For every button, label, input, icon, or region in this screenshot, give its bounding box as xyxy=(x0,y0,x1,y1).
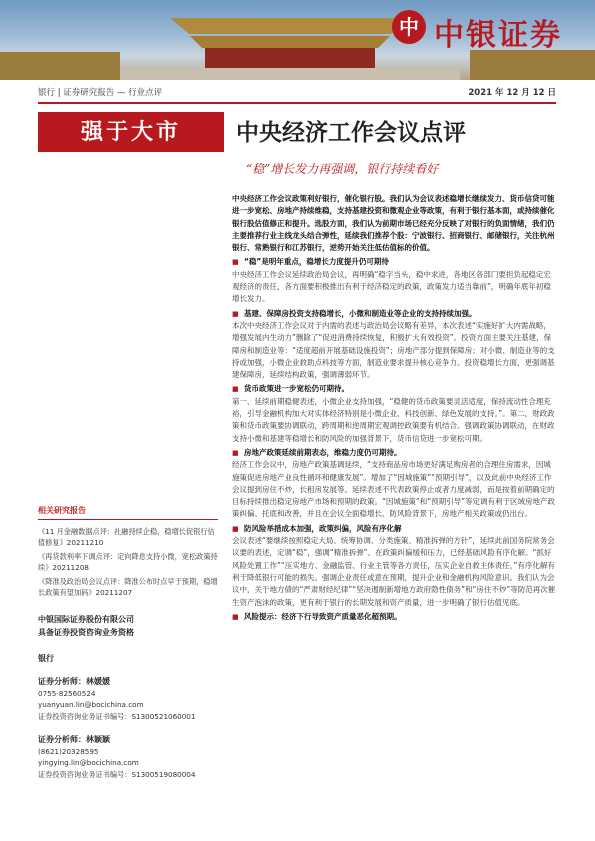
report-title: 中央经济工作会议点评 xyxy=(236,119,466,146)
bank-logo-icon: 中 xyxy=(392,10,426,44)
report-category: 银行 | 证券研究报告 — 行业点评 xyxy=(38,88,163,98)
analyst-email[interactable]: yuanyuan.lin@bocichina.com xyxy=(38,700,144,709)
brand-name: 中银证券 xyxy=(434,18,562,53)
company-info xyxy=(38,613,218,639)
section-body: 中央经济工作会议延续政治局会议，再明确“稳字当头，稳中求进，各地区各部门要担负起稳定宏观经济的责任，各方面要积极推出有利于经济稳定的政策，政策发力适当靠前”，明确年底年初稳增长发力。 xyxy=(232,269,551,304)
palace-wall xyxy=(205,48,375,70)
report-subtitle: “稳”增长发力再强调，银行持续看好 xyxy=(246,162,439,176)
company-name: 中银国际证券股份有限公司 xyxy=(38,614,134,624)
section-heading: ■ 防风险举措成本加强，政策纠偏，风险有序化解 xyxy=(232,523,556,535)
header-banner-image xyxy=(0,0,595,80)
section-body: 本次中央经济工作会议对于内需的表述与政治局会议略有差异，本次表述“实施好扩大内需战略，增强发展内生动力”删除了“促进消费持续恢复，积极扩大有效投资”。投资方面主要关注基建，保障房和制造业等：“适度超前开展基础设施投资”；房地产部分提到保障房；对小微、制造业等的支持或加强，小微企业救助点科技等方面，制造业要求提升核心竞争力。投资稳增长方面，更强调基建保障房，延续结构政策，强调薄弱环节。 xyxy=(232,320,555,380)
analyst-name: 证券分析师：林媛媛 xyxy=(38,677,110,686)
header-divider xyxy=(38,102,556,104)
brand-logo xyxy=(388,6,590,54)
report-date: 2021 年 12 月 12 日 xyxy=(468,88,556,98)
analyst-cert: 证券投资咨询业务证书编号：S1300521060001 xyxy=(38,711,196,721)
analyst-phone: (8621)20328595 xyxy=(38,746,99,756)
sidebar xyxy=(38,505,218,780)
sector-label: 银行 xyxy=(38,653,54,663)
related-report-link[interactable]: 《再贷款利率下调点评：定向降息支持小微，宽松政策持续》20211208 xyxy=(38,551,218,572)
main-content xyxy=(232,193,556,623)
palace-roof-left xyxy=(0,52,120,80)
analyst-card xyxy=(38,734,218,780)
section-heading: ■ 货币政策进一步宽松仍可期待。 xyxy=(232,383,556,395)
palace-roof-lower xyxy=(190,36,390,48)
section-heading: ■ “稳”是明年重点，稳增长力度提升仍可期待 xyxy=(232,256,556,268)
analyst-card xyxy=(38,676,218,722)
section-body: 会议表述“要继续按照稳定大局、统筹协调、分类施策、精准拆弹的方针”，延续此前国务院常务会议要的表述，定调“稳”，强调“精准拆弹”。在政策纠偏缓和压力，已经基础风险有序化解。“抓好风险处置工作”“压实地方、金融监管、行业主管等各方责任，压实企业自救主体责任，”有序化解有利于降低银行可能的损失。强调企业责任或意在预期，提升企业和金融机构风险意识。我们认为会议中，关于地方债的“严肃财经纪律”“坚决遏制新增地方政府隐性债务”和“房住不炒”等防范再次催生资产泡沫的政策，更有利于银行的长期发展和资产质量，进一步明确了银行估值见底。 xyxy=(232,536,556,607)
risk-text: 经济下行导致资产质量恶化超预期。 xyxy=(281,611,402,621)
related-reports-heading: 相关研究报告 xyxy=(38,505,218,520)
risk-warning xyxy=(232,611,556,623)
report-meta-bar xyxy=(38,86,556,100)
analyst-cert: 证券投资咨询业务证书编号：S1300519080004 xyxy=(38,769,196,779)
analyst-phone: 0755-82560524 xyxy=(38,688,96,698)
palace-roof-top xyxy=(170,18,410,34)
analyst-name: 证券分析师：林颖颖 xyxy=(38,735,110,744)
palace-roof-right xyxy=(470,50,595,80)
related-report-link[interactable]: 《降准及政治局会议点评：降准公布时点早于预期，稳增长政策有望加码》20211207 xyxy=(38,576,218,597)
section-heading: ■ 基建、保障房投资支持稳增长，小微和制造业等企业的支持持续加强。 xyxy=(232,308,556,320)
company-qualification: 具备证券投资咨询业务资格 xyxy=(38,627,134,637)
analyst-email[interactable]: yingying.lin@bocichina.com xyxy=(38,758,139,767)
palace-terrace xyxy=(120,68,460,80)
section-body: 经济工作会议中，房地产政策基调延续，“支持商品房市场更好满足购房者的合理住房需求，因城施策促进房地产业良性循环和健康发展”。增加了“因城施策”“预期引导”，以及此前中央经济工作会议提到房住不炒，长租房发展等。延续表述不代表政策停止或者力度减弱，而是按着前期确定的目标持续推出稳定房地产市场和预期的政策。“因城施策”和“预期引导”等定调有利于区域房地产政策纠偏、托底和改善，并且在会议全面稳增长、防风险背景下，房地产相关政策或仍出台。 xyxy=(232,460,556,519)
rating-badge: 强于大市 xyxy=(38,112,224,152)
related-report-link[interactable]: 《11 月金融数据点评：社融持续企稳，稳增长促银行估值修复》20211210 xyxy=(38,526,215,547)
section-heading: ■ 房地产政策延续前期表态，维稳力度仍可期待。 xyxy=(232,447,556,459)
risk-label: 风险提示： xyxy=(244,611,282,621)
summary-paragraph: 中央经济工作会议政策利好银行，催化银行股。我们认为会议表述稳增长继续发力、货币信贷可能进一步宽松、房地产持续维稳，支持基建投资和微观企业等政策，有利于银行基本面，或持续催化银行股估值修正和提升。选股方面，我们认为前期市场已经充分反映了对银行的负面情绪，我们仍主要推荐行业主线龙头结合弹性，延续我们推荐个股：宁波银行、招商银行、邮储银行，关注杭州银行、常熟银行和江苏银行，逆势开始关注低估值标的价值。 xyxy=(232,194,555,253)
section-body: 第一、延续前期稳健表述，小微企业支持加强，“稳健的货币政策要灵活适度，保持流动性合理充裕，引导金融机构加大对实体经济特别是小微企业、科技创新、绿色发展的支持。”。第二，财政政策和货币政策要协调联动，跨周期和逆周期宏观调控政策要有机结合。强调政策协调联动，在财政支持小微和基建等稳增长和防风险的加强背景下，货币信贷进一步宽松可期。 xyxy=(232,396,555,443)
